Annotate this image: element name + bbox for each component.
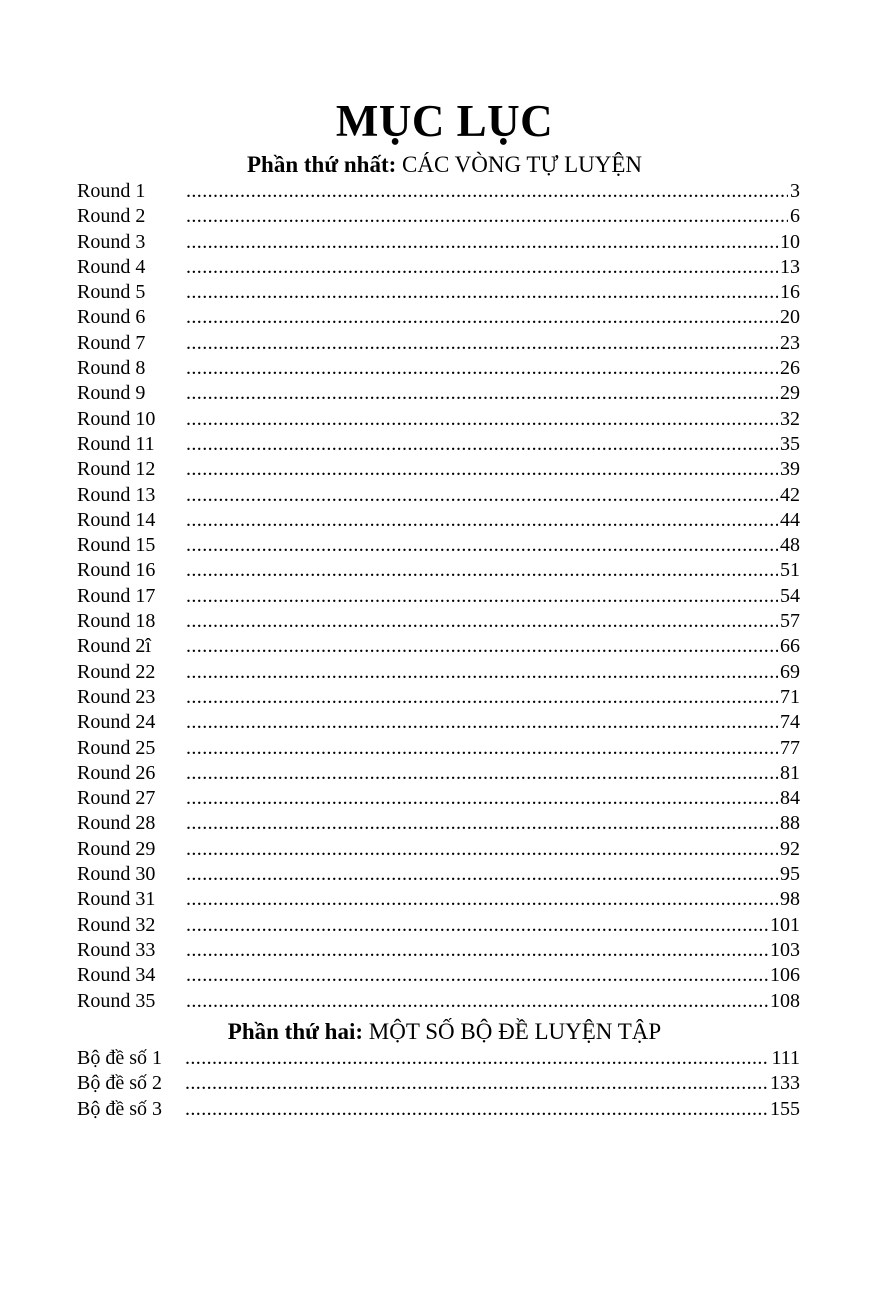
toc-entry-label: Round 31 xyxy=(77,888,156,911)
toc-entry[interactable] xyxy=(77,558,800,583)
toc-entry[interactable] xyxy=(77,204,800,229)
toc-entry-label: Round 15 xyxy=(77,534,156,557)
toc-entry[interactable] xyxy=(77,938,800,963)
toc-entry-label: Round 23 xyxy=(77,685,156,708)
toc-entry-page-number: 6 xyxy=(790,205,800,228)
dot-leader xyxy=(185,1097,768,1122)
toc-entry-page-number: 16 xyxy=(780,281,800,304)
section-heading-part1 xyxy=(0,151,889,179)
toc-entry[interactable] xyxy=(77,837,800,862)
dot-leader xyxy=(186,204,788,229)
toc-list-part2 xyxy=(77,1046,800,1122)
dot-leader xyxy=(186,230,778,255)
section-heading-lead: Phần thứ hai: xyxy=(227,1019,364,1044)
toc-entry-page-number: 54 xyxy=(780,584,800,607)
toc-entry-page-number: 13 xyxy=(780,255,800,278)
dot-leader xyxy=(186,584,778,609)
toc-entry[interactable] xyxy=(77,305,800,330)
toc-entry-label: Round 24 xyxy=(77,711,156,734)
toc-entry-page-number: 133 xyxy=(770,1072,800,1095)
toc-entry-page-number: 39 xyxy=(780,458,800,481)
toc-entry-label: Round 4 xyxy=(77,255,146,278)
dot-leader xyxy=(186,913,768,938)
toc-entry[interactable] xyxy=(77,457,800,482)
toc-entry-label: Round 30 xyxy=(77,863,156,886)
dot-leader xyxy=(186,811,778,836)
toc-entry-page-number: 101 xyxy=(770,913,800,936)
toc-entry[interactable] xyxy=(77,609,800,634)
toc-entry[interactable] xyxy=(77,407,800,432)
dot-leader xyxy=(186,280,778,305)
toc-entry-page-number: 95 xyxy=(780,863,800,886)
toc-entry[interactable] xyxy=(77,710,800,735)
toc-entry-label: Round 6 xyxy=(77,306,146,329)
toc-entry-label: Round 28 xyxy=(77,812,156,835)
toc-entry-page-number: 3 xyxy=(790,180,800,202)
toc-entry-label: Round 1 xyxy=(77,180,146,202)
toc-entry-label: Round 11 xyxy=(77,432,155,455)
toc-entry-label: Round 9 xyxy=(77,382,146,405)
toc-entry[interactable] xyxy=(77,356,800,381)
toc-entry-page-number: 23 xyxy=(780,331,800,354)
toc-entry-page-number: 71 xyxy=(780,685,800,708)
dot-leader xyxy=(186,963,768,988)
toc-entry[interactable] xyxy=(77,786,800,811)
toc-entry-page-number: 57 xyxy=(780,610,800,633)
toc-entry-page-number: 81 xyxy=(780,761,800,784)
toc-entry-page-number: 108 xyxy=(770,989,800,1012)
dot-leader xyxy=(186,381,778,406)
toc-entry[interactable] xyxy=(77,1097,800,1122)
toc-entry-page-number: 69 xyxy=(780,660,800,683)
toc-entry-page-number: 84 xyxy=(780,787,800,810)
toc-entry[interactable] xyxy=(77,432,800,457)
dot-leader xyxy=(186,685,778,710)
toc-entry[interactable] xyxy=(77,811,800,836)
dot-leader xyxy=(185,1046,769,1071)
dot-leader xyxy=(186,609,778,634)
toc-entry-label: Bộ đề số 1 xyxy=(77,1047,162,1069)
toc-entry-page-number: 77 xyxy=(780,736,800,759)
toc-entry[interactable] xyxy=(77,862,800,887)
toc-entry-page-number: 106 xyxy=(770,964,800,987)
toc-entry-label: Round 2 xyxy=(77,205,146,228)
toc-entry[interactable] xyxy=(77,255,800,280)
toc-entry[interactable] xyxy=(77,1071,800,1096)
toc-entry[interactable] xyxy=(77,989,800,1014)
toc-entry-label: Round 17 xyxy=(77,584,156,607)
toc-entry-page-number: 74 xyxy=(780,711,800,734)
toc-entry-label: Round 27 xyxy=(77,787,156,810)
toc-entry[interactable] xyxy=(77,230,800,255)
dot-leader xyxy=(186,533,778,558)
dot-leader xyxy=(186,634,778,659)
dot-leader xyxy=(186,179,788,204)
toc-entry-page-number: 111 xyxy=(771,1047,800,1069)
dot-leader xyxy=(186,457,778,482)
dot-leader xyxy=(186,887,778,912)
toc-entry-label: Round 18 xyxy=(77,610,156,633)
toc-entry[interactable] xyxy=(77,685,800,710)
toc-entry-page-number: 48 xyxy=(780,534,800,557)
dot-leader xyxy=(186,736,778,761)
toc-entry[interactable] xyxy=(77,887,800,912)
section-heading-lead: Phần thứ nhất: xyxy=(246,152,397,177)
toc-entry-label: Round 7 xyxy=(77,331,146,354)
page-title: MỤC LỤC xyxy=(335,96,554,146)
toc-entry-page-number: 51 xyxy=(780,559,800,582)
dot-leader xyxy=(186,938,768,963)
dot-leader xyxy=(186,558,778,583)
section-heading-text: CÁC VÒNG TỰ LUYỆN xyxy=(402,152,643,177)
dot-leader xyxy=(186,862,778,887)
toc-entry-label: Round 10 xyxy=(77,407,156,430)
dot-leader xyxy=(186,356,778,381)
dot-leader xyxy=(186,989,768,1014)
dot-leader xyxy=(186,837,778,862)
toc-entry-page-number: 26 xyxy=(780,357,800,380)
toc-entry-label: Round 34 xyxy=(77,964,156,987)
toc-entry-label: Bộ đề số 3 xyxy=(77,1097,162,1120)
toc-entry-label: Round 35 xyxy=(77,989,156,1012)
dot-leader xyxy=(186,761,778,786)
toc-entry[interactable] xyxy=(77,381,800,406)
toc-entry[interactable] xyxy=(77,913,800,938)
toc-entry[interactable] xyxy=(77,508,800,533)
toc-entry[interactable] xyxy=(77,634,800,659)
dot-leader xyxy=(186,660,778,685)
toc-entry-label: Round 12 xyxy=(77,458,156,481)
section-heading-text: MỘT SỐ BỘ ĐỀ LUYỆN TẬP xyxy=(368,1019,662,1044)
dot-leader xyxy=(186,710,778,735)
toc-entry[interactable] xyxy=(77,1046,800,1071)
toc-entry-page-number: 29 xyxy=(780,382,800,405)
toc-entry[interactable] xyxy=(77,179,800,204)
toc-entry-label: Round 2î xyxy=(77,635,151,658)
toc-entry-page-number: 10 xyxy=(780,230,800,253)
toc-entry-page-number: 32 xyxy=(780,407,800,430)
toc-entry-page-number: 35 xyxy=(780,432,800,455)
toc-entry-page-number: 103 xyxy=(770,938,800,961)
toc-entry-label: Round 29 xyxy=(77,837,156,860)
toc-entry-label: Round 8 xyxy=(77,357,146,380)
toc-entry-label: Bộ đề số 2 xyxy=(77,1072,162,1095)
toc-entry-label: Round 16 xyxy=(77,559,156,582)
dot-leader xyxy=(186,786,778,811)
toc-entry[interactable] xyxy=(77,533,800,558)
toc-entry-label: Round 5 xyxy=(77,281,146,304)
toc-entry-label: Round 33 xyxy=(77,938,156,961)
toc-entry[interactable] xyxy=(77,280,800,305)
dot-leader xyxy=(186,407,778,432)
toc-entry-label: Round 32 xyxy=(77,913,156,936)
toc-entry[interactable] xyxy=(77,584,800,609)
toc-entry[interactable] xyxy=(77,660,800,685)
toc-entry-label: Round 13 xyxy=(77,483,156,506)
toc-entry-label: Round 22 xyxy=(77,660,156,683)
dot-leader xyxy=(186,331,778,356)
dot-leader xyxy=(186,305,778,330)
section-heading-part2 xyxy=(0,1018,889,1046)
toc-entry[interactable] xyxy=(77,761,800,786)
toc-entry-page-number: 88 xyxy=(780,812,800,835)
toc-entry[interactable] xyxy=(77,483,800,508)
toc-entry-page-number: 155 xyxy=(770,1097,800,1120)
dot-leader xyxy=(186,508,778,533)
toc-entry-page-number: 44 xyxy=(780,508,800,531)
toc-entry-page-number: 98 xyxy=(780,888,800,911)
dot-leader xyxy=(186,432,778,457)
toc-entry-label: Round 14 xyxy=(77,508,156,531)
toc-entry-page-number: 42 xyxy=(780,483,800,506)
toc-entry-label: Round 25 xyxy=(77,736,156,759)
toc-entry[interactable] xyxy=(77,736,800,761)
toc-entry-page-number: 92 xyxy=(780,837,800,860)
toc-entry-page-number: 20 xyxy=(780,306,800,329)
toc-list-part1 xyxy=(77,179,800,1014)
toc-entry[interactable] xyxy=(77,963,800,988)
dot-leader xyxy=(186,483,778,508)
toc-entry-label: Round 3 xyxy=(77,230,146,253)
toc-entry[interactable] xyxy=(77,331,800,356)
dot-leader xyxy=(186,255,778,280)
dot-leader xyxy=(185,1071,768,1096)
toc-entry-label: Round 26 xyxy=(77,761,156,784)
toc-entry-page-number: 66 xyxy=(780,635,800,658)
